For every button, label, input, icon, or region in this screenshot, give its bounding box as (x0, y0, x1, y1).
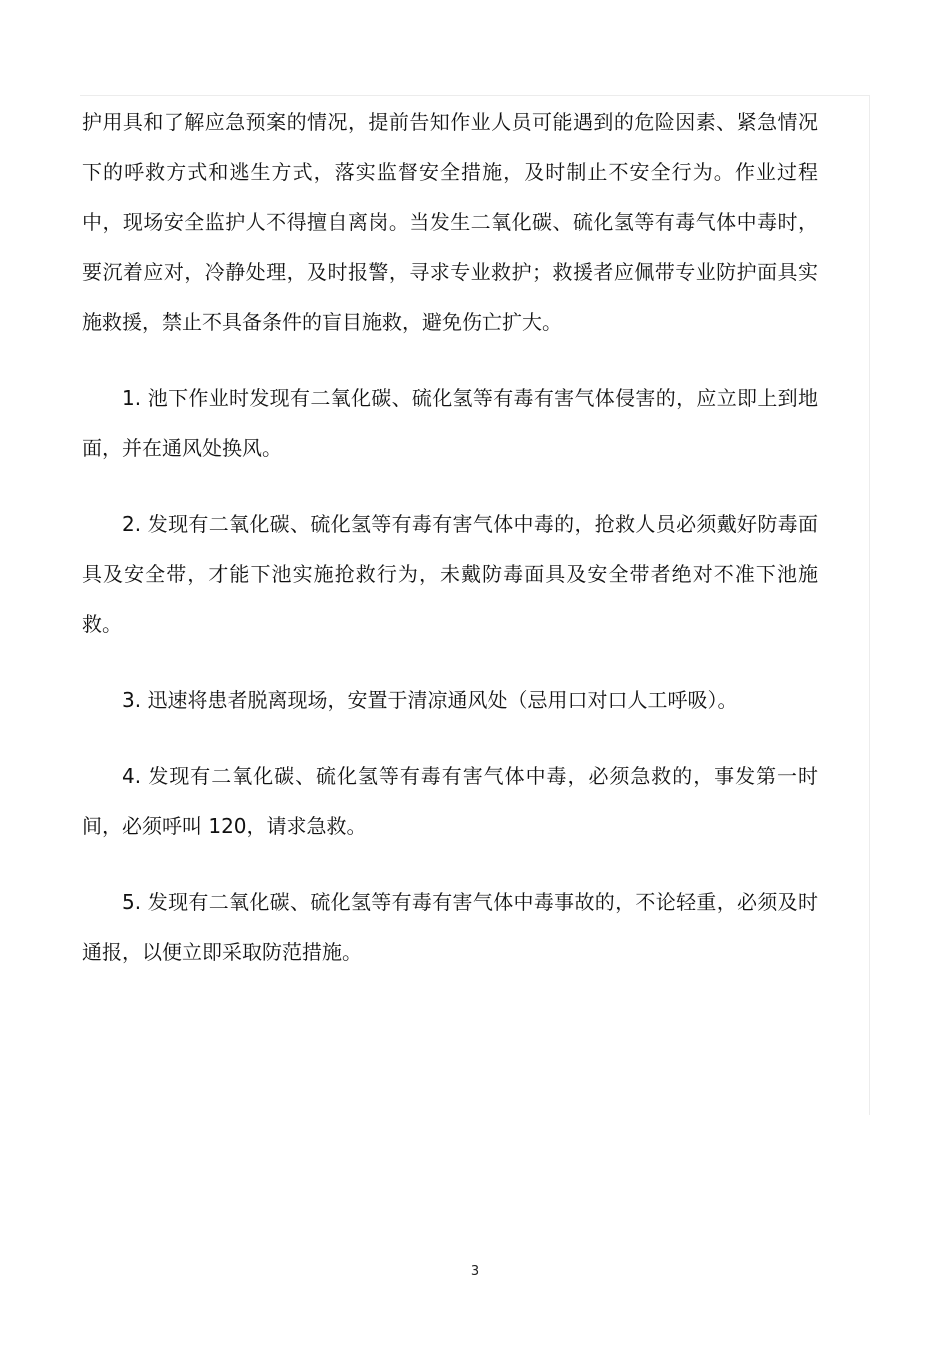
list-item-4: 4. 发现有二氧化碳、硫化氢等有毒有害气体中毒，必须急救的，事发第一时间，必须呼叫 120，请求急救。 (82, 764, 818, 838)
page-number: 3 (470, 1264, 480, 1279)
document-body (82, 97, 818, 977)
list-item-1: 1. 池下作业时发现有二氧化碳、硫化氢等有毒有害气体侵害的，应立即上到地面，并在通风处换风。 (82, 386, 818, 460)
paragraph-continuation: 护用具和了解应急预案的情况，提前告知作业人员可能遇到的危险因素、紧急情况下的呼救方式和逃生方式，落实监督安全措施，及时制止不安全行为。作业过程中，现场安全监护人不得擅自离岗。当发生二氧化碳、硫化氢等有毒气体中毒时，要沉着应对，冷静处理，及时报警，寻求专业救护；救援者应佩带专业防护面具实施救援，禁止不具备条件的盲目施救，避免伤亡扩大。 (82, 110, 818, 334)
page-frame-top-border (80, 95, 870, 96)
list-item-2: 2. 发现有二氧化碳、硫化氢等有毒有害气体中毒的，抢救人员必须戴好防毒面具及安全带，才能下池实施抢救行为，未戴防毒面具及安全带者绝对不准下池施救。 (82, 512, 818, 636)
page-frame-right-border (869, 95, 870, 1115)
list-item-3: 3. 迅速将患者脱离现场，安置于清凉通风处（忌用口对口人工呼吸）。 (122, 688, 738, 712)
list-item-5: 5. 发现有二氧化碳、硫化氢等有毒有害气体中毒事故的，不论轻重，必须及时通报，以便立即采取防范措施。 (82, 890, 818, 964)
